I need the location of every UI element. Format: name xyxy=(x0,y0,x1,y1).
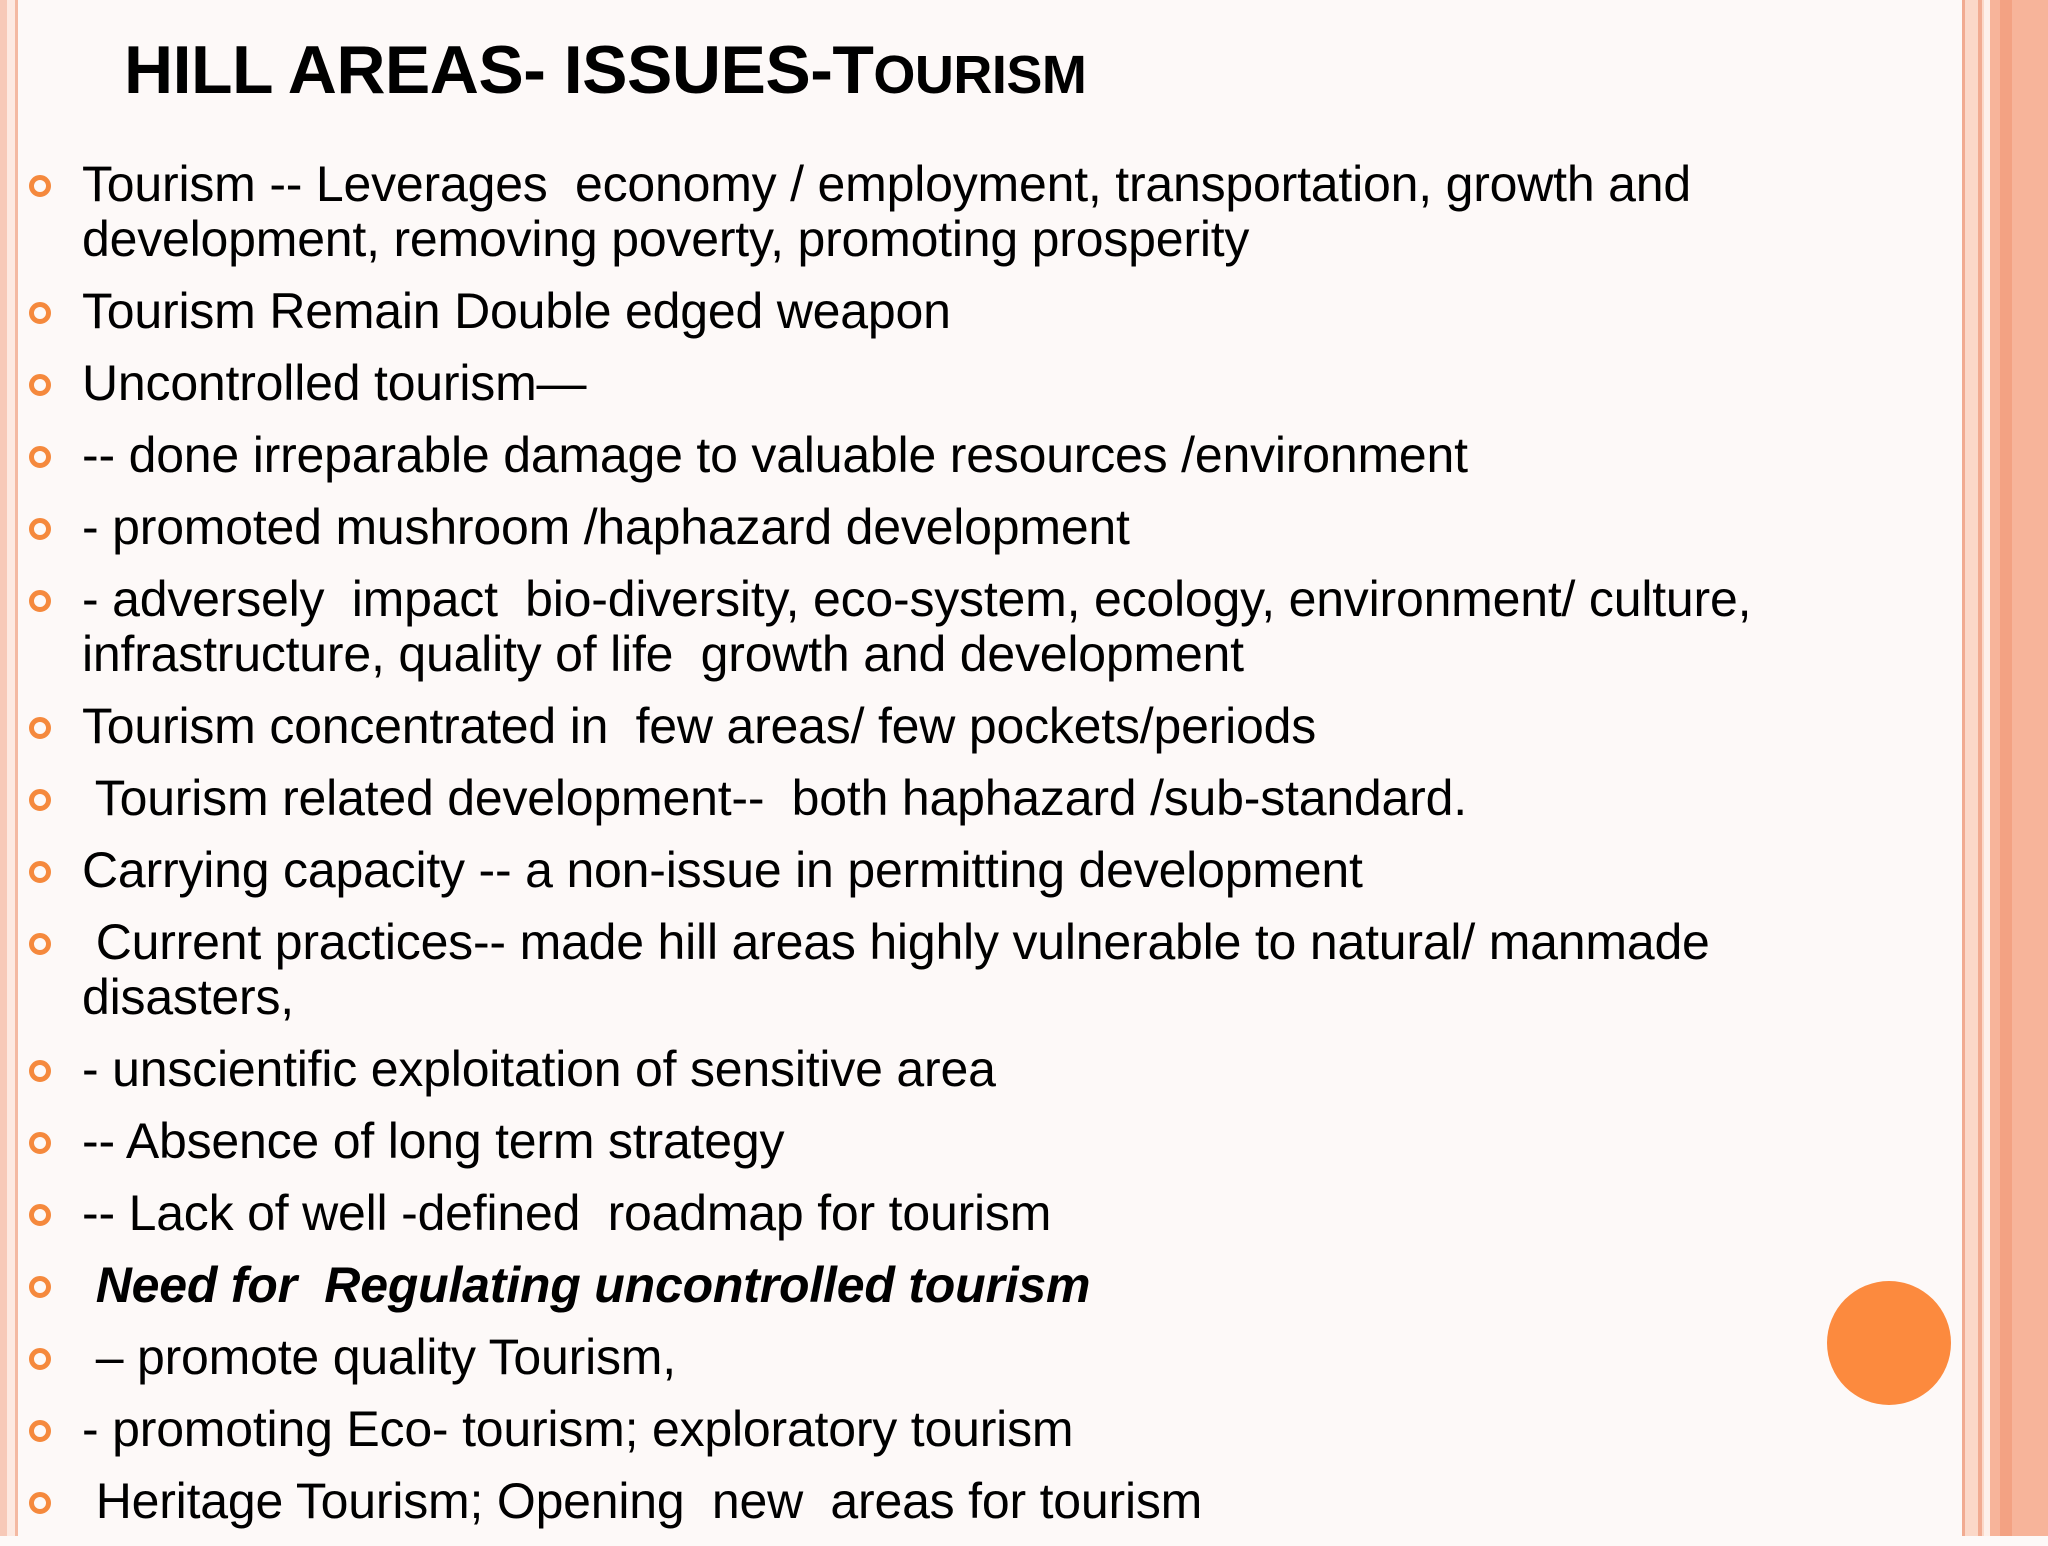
circle-bullet-icon xyxy=(29,1348,51,1370)
circle-bullet-icon xyxy=(29,302,51,324)
decorative-orange-circle xyxy=(1827,1281,1951,1405)
bullet-text xyxy=(82,1258,1990,1313)
bullet-line: development, removing poverty, promoting prosperity xyxy=(82,211,1250,267)
bullet-line: -- Lack of well -defined roadmap for tourism xyxy=(82,1185,1052,1241)
bullet-item xyxy=(0,284,1990,339)
bullet-item xyxy=(0,843,1990,898)
circle-bullet-icon xyxy=(29,1276,51,1298)
bullet-line: - promoted mushroom /haphazard development xyxy=(82,499,1130,555)
bullet-text xyxy=(82,572,1990,682)
right-border-band-stripe xyxy=(2000,0,2012,1536)
bullet-line: disasters, xyxy=(82,969,294,1025)
bullet-text xyxy=(82,1042,1990,1097)
circle-bullet-icon xyxy=(29,590,51,612)
bullet-line: -- Absence of long term strategy xyxy=(82,1113,785,1169)
bullet-item xyxy=(0,771,1990,826)
bullet-text xyxy=(82,284,1990,339)
bullet-item xyxy=(0,1474,1990,1529)
bullet-list xyxy=(0,157,1990,1546)
bullet-item xyxy=(0,1258,1990,1313)
bullet-text xyxy=(82,157,1990,267)
circle-bullet-icon xyxy=(29,1420,51,1442)
bullet-item xyxy=(0,428,1990,483)
bullet-item xyxy=(0,1402,1990,1457)
bullet-text xyxy=(82,699,1990,754)
right-border-band xyxy=(1990,0,2048,1536)
bullet-item xyxy=(0,1042,1990,1097)
circle-bullet-icon xyxy=(29,1060,51,1082)
bullet-line: - adversely impact bio-diversity, eco-system, ecology, environment/ culture, xyxy=(82,571,1752,627)
bullet-line: - promoting Eco- tourism; exploratory tourism xyxy=(82,1401,1074,1457)
slide-title xyxy=(124,30,1086,115)
circle-bullet-icon xyxy=(29,175,51,197)
slide-title-main: HILL AREAS- ISSUES-T xyxy=(124,32,874,108)
bullet-line: infrastructure, quality of life growth and development xyxy=(82,626,1244,682)
bullet-text xyxy=(82,1114,1990,1169)
bullet-text xyxy=(82,843,1990,898)
bullet-text xyxy=(82,1186,1990,1241)
bullet-item xyxy=(0,1114,1990,1169)
bullet-line: Tourism Remain Double edged weapon xyxy=(82,283,951,339)
bullet-text xyxy=(82,1330,1990,1385)
bullet-line: Carrying capacity -- a non-issue in permitting development xyxy=(82,842,1363,898)
bullet-text xyxy=(82,771,1990,826)
circle-bullet-icon xyxy=(29,518,51,540)
bullet-item xyxy=(0,1186,1990,1241)
bullet-line: Current practices-- made hill areas highly vulnerable to natural/ manmade xyxy=(82,914,1710,970)
slide-title-smallcaps: OURISM xyxy=(873,45,1087,105)
bullet-item xyxy=(0,1330,1990,1385)
circle-bullet-icon xyxy=(29,717,51,739)
circle-bullet-icon xyxy=(29,1204,51,1226)
circle-bullet-icon xyxy=(29,861,51,883)
bullet-text xyxy=(82,500,1990,555)
bullet-line: Tourism related development-- both haphazard /sub-standard. xyxy=(82,770,1467,826)
bullet-item xyxy=(0,699,1990,754)
bullet-item xyxy=(0,157,1990,267)
bullet-text xyxy=(82,1402,1990,1457)
bullet-line: Uncontrolled tourism— xyxy=(82,355,587,411)
circle-bullet-icon xyxy=(29,446,51,468)
bullet-line: Tourism concentrated in few areas/ few pockets/periods xyxy=(82,698,1317,754)
bullet-item xyxy=(0,500,1990,555)
bullet-text xyxy=(82,428,1990,483)
circle-bullet-icon xyxy=(29,789,51,811)
bullet-item xyxy=(0,915,1990,1025)
bullet-line: – promote quality Tourism, xyxy=(82,1329,676,1385)
bullet-text xyxy=(82,915,1990,1025)
circle-bullet-icon xyxy=(29,933,51,955)
bullet-line: Need for Regulating uncontrolled tourism xyxy=(82,1257,1091,1313)
circle-bullet-icon xyxy=(29,1132,51,1154)
bullet-line: -- done irreparable damage to valuable resources /environment xyxy=(82,427,1468,483)
circle-bullet-icon xyxy=(29,1492,51,1514)
bullet-text xyxy=(82,1474,1990,1529)
bullet-item xyxy=(0,356,1990,411)
bullet-line: - unscientific exploitation of sensitive area xyxy=(82,1041,996,1097)
bullet-line: Heritage Tourism; Opening new areas for tourism xyxy=(82,1473,1203,1529)
bullet-line: Tourism -- Leverages economy / employment, transportation, growth and xyxy=(82,156,1691,212)
circle-bullet-icon xyxy=(29,374,51,396)
bullet-text xyxy=(82,356,1990,411)
bullet-item xyxy=(0,572,1990,682)
